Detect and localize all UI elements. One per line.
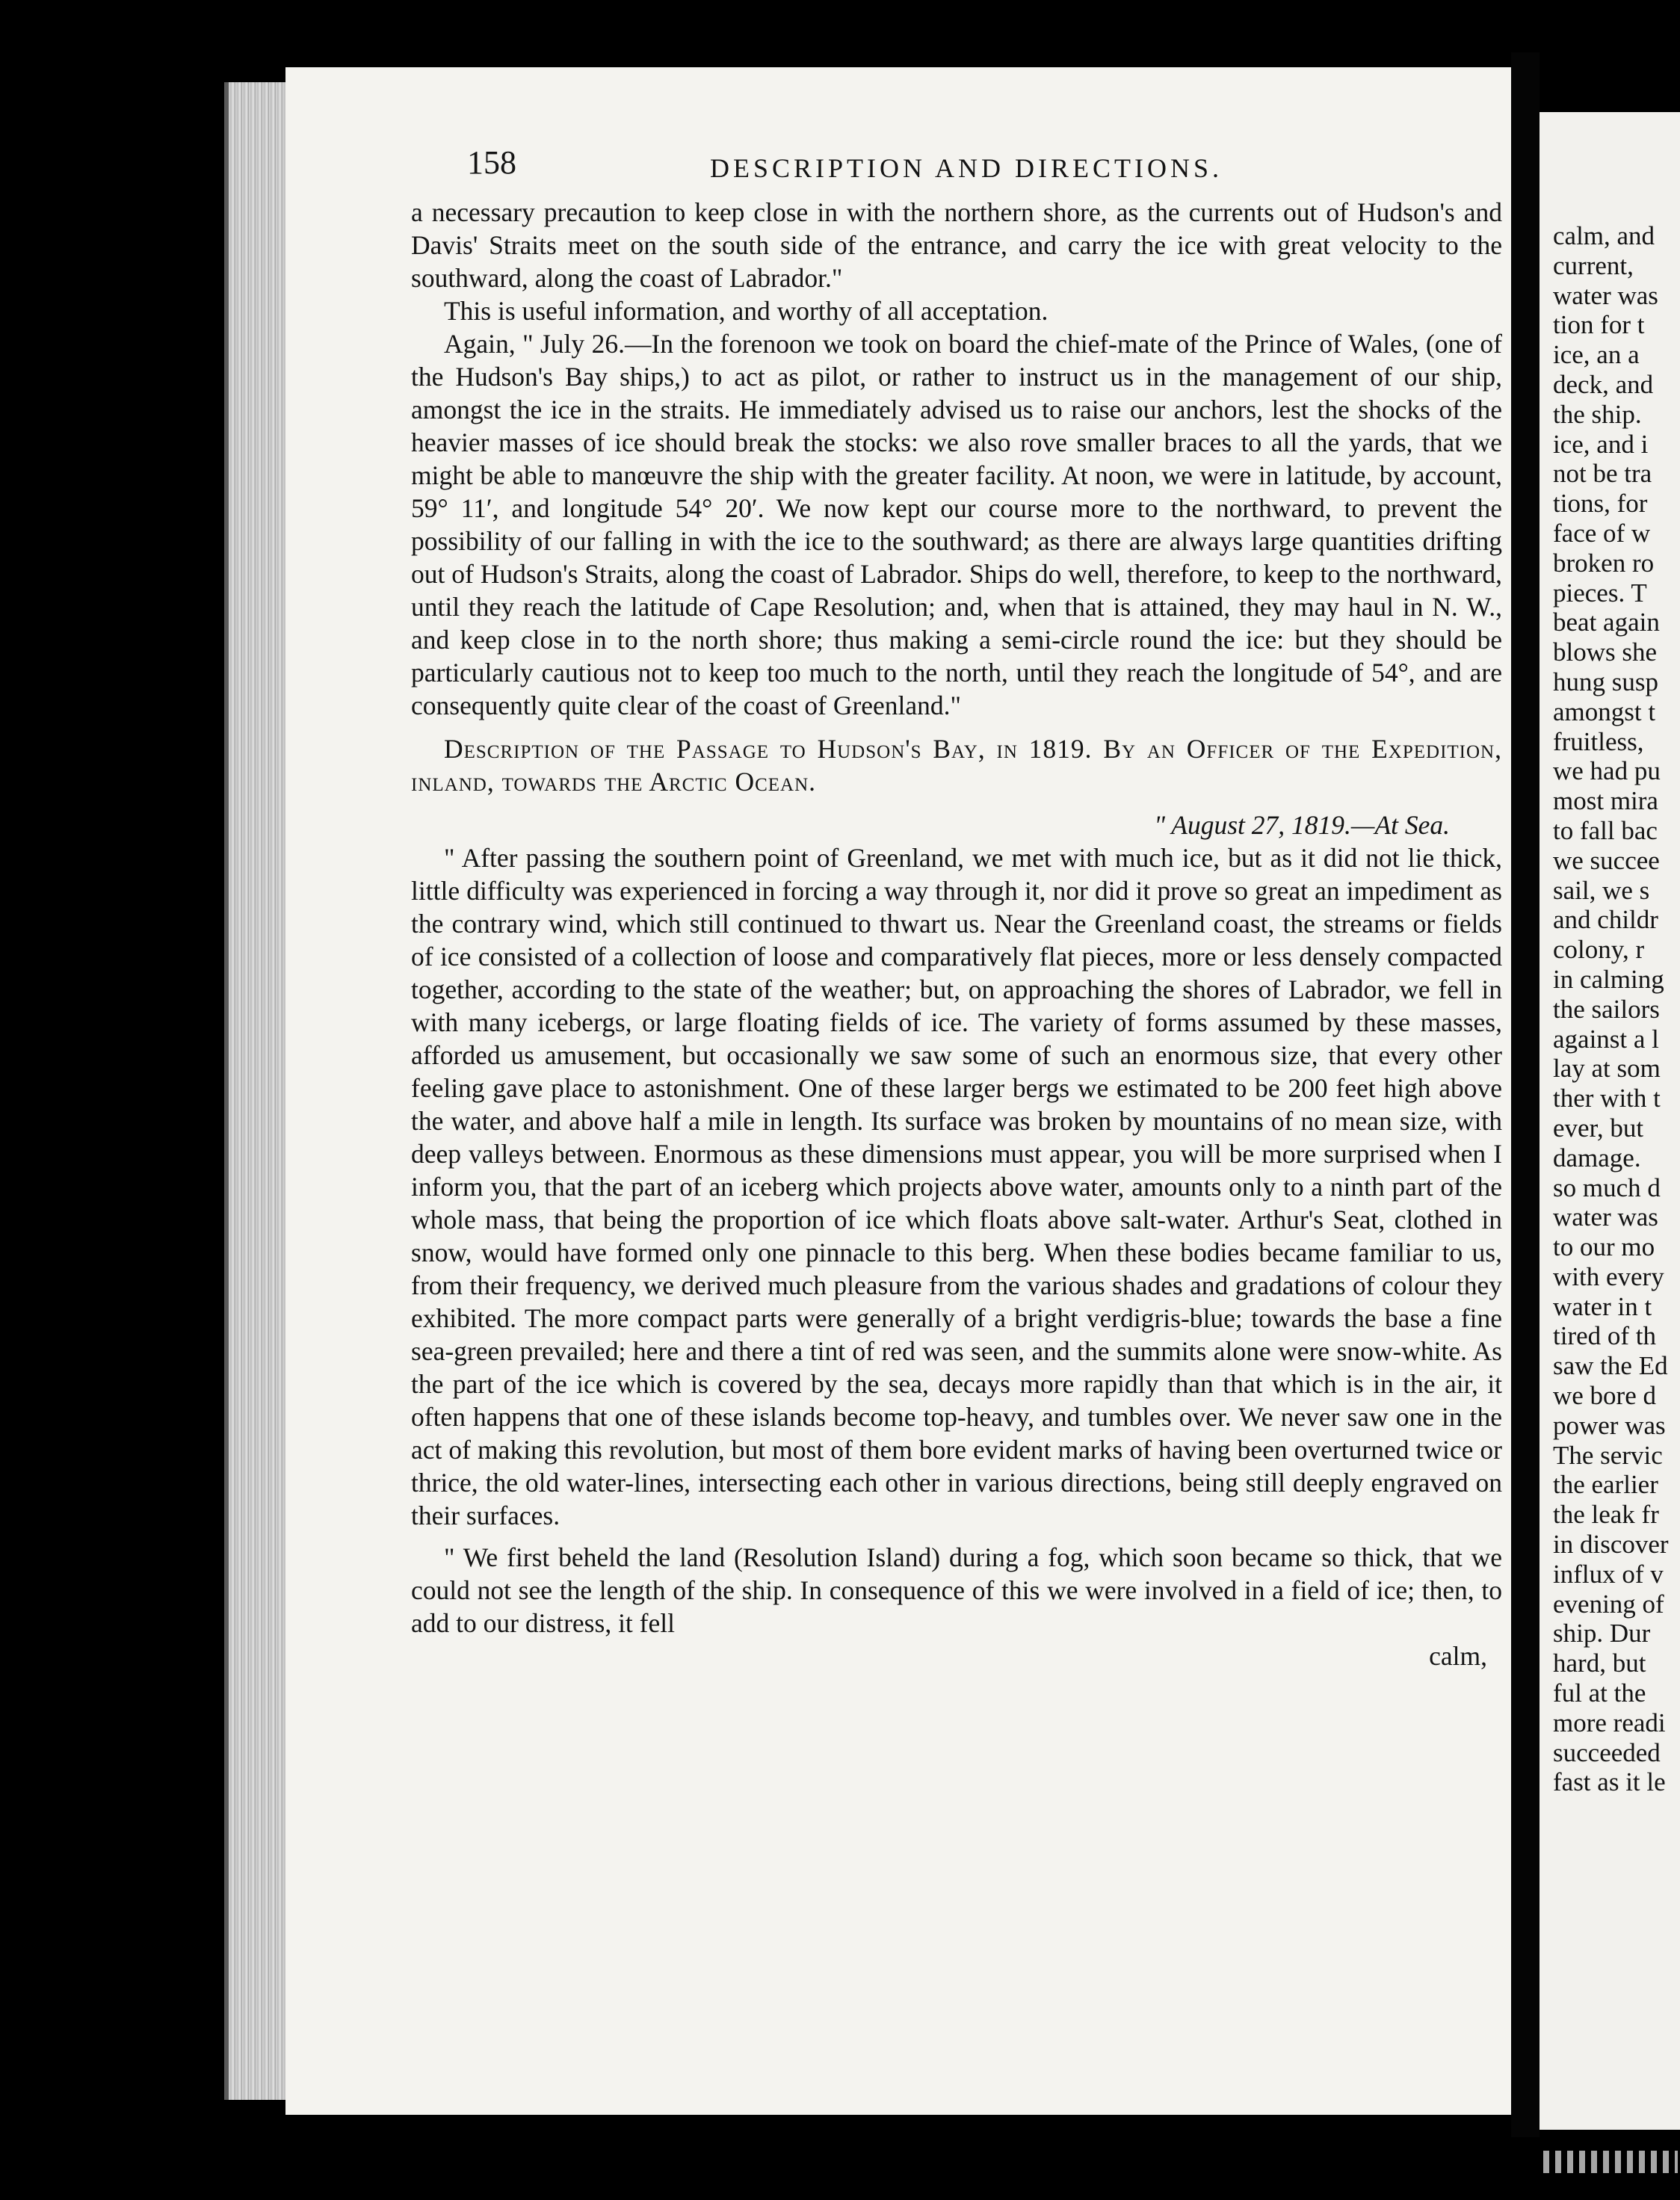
right-page-line: ship. Dur	[1553, 1619, 1651, 1649]
right-page-line: more readi	[1553, 1708, 1666, 1737]
right-page-line: face of w	[1553, 518, 1651, 548]
right-page-line: ever, but	[1553, 1113, 1644, 1143]
right-page-line: to our mo	[1553, 1232, 1655, 1262]
right-page-line: so much d	[1553, 1172, 1661, 1202]
right-page-line: lay at som	[1553, 1054, 1661, 1084]
right-page-line: sail, we s	[1553, 875, 1650, 905]
right-page-line: tired of th	[1553, 1321, 1657, 1351]
right-page-line: amongst t	[1553, 696, 1656, 726]
right-page-line: water was	[1553, 1202, 1658, 1232]
running-head: DESCRIPTION AND DIRECTIONS.	[710, 153, 1223, 183]
right-page-text	[1553, 221, 1680, 1797]
left-page-text	[411, 196, 1502, 1672]
right-page-line: we had pu	[1553, 756, 1661, 786]
right-page-line: water was	[1553, 280, 1658, 310]
paragraph-icebergs: " After passing the southern point of Greenland, we met with much ice, but as it did not lie thick, little difficulty was experienced in forcing a way through it, nor did it prove so great an impediment as the contrary wind, which still continued to thwart us. Near the Greenland coast, the streams or fields of ice consisted of a collection of loose and comparatively flat pieces, more or less densely compacted together, according to the state of the weather; but, on approaching the shores of Labrador, we fell in with many icebergs, or large floating fields of ice. The variety of forms assumed by these masses, afforded us amusement, but occasionally we saw some of such an enormous size, that every other feeling gave place to astonishment. One of these larger bergs we estimated to be 200 feet high above the water, and above half a mile in length. Its surface was broken by mountains of no mean size, with deep valleys between. Enormous as these dimensions must appear, you will be more surprised when I inform you, that the part of an iceberg which projects above water, amounts only to a ninth part of the whole mass, that being the proportion of ice which floats above salt-water. Arthur's Seat, clothed in snow, would have formed only one pinnacle to this berg. When these bodies became familiar to us, from their frequency, we derived much pleasure from the various shades and gradations of colour they exhibited. The more compact parts were generally of a bright verdigris-blue; towards the base a fine sea-green prevailed; here and there a tint of red was seen, and the summits alone were snow-white. As the part of the ice which is covered by the sea, decays more rapidly than that which is in the air, it often happens that one of these islands become top-heavy, and tumbles over. We never saw one in the act of making this revolution, but most of them bore evident marks of having been overturned twice or thrice, the old water-lines, intersecting each other in various directions, being still deeply engraved on their surfaces.	[411, 843, 1502, 1530]
right-page-line: against a l	[1553, 1024, 1659, 1054]
dateline: " August 27, 1819.—At Sea.	[1154, 810, 1450, 840]
right-page-line: beat again	[1553, 608, 1660, 637]
right-page-line: and childr	[1553, 905, 1658, 935]
right-page-line: fast as it le	[1553, 1767, 1666, 1797]
page-gutter	[1511, 52, 1540, 2137]
right-page-line: the earlier	[1553, 1470, 1658, 1500]
bottom-binding-marks	[1543, 2151, 1678, 2173]
right-page-line: damage.	[1553, 1143, 1641, 1172]
right-page-line: hung susp	[1553, 667, 1658, 696]
right-page-line: the ship.	[1553, 399, 1642, 429]
right-page-line: in calming	[1553, 964, 1664, 994]
paragraph-continuation: a necessary precaution to keep close in with the northern shore, as the currents out of Hudson's and Davis' Straits meet on the south side of the entrance, and carry the ice with great velocity to the southward, along the coast of Labrador."	[411, 197, 1502, 293]
right-page-line: broken ro	[1553, 548, 1655, 578]
page-number: 158	[467, 144, 516, 181]
right-page-line: hard, but	[1553, 1649, 1646, 1678]
right-page-line: the sailors	[1553, 994, 1660, 1024]
right-page-line: ice, an a	[1553, 340, 1640, 370]
right-page-line: to fall bac	[1553, 815, 1658, 845]
right-page-line: tions, for	[1553, 489, 1648, 519]
right-page-line: calm, and	[1553, 221, 1655, 250]
right-page-line: deck, and	[1553, 369, 1654, 399]
right-page-line: The servic	[1553, 1440, 1663, 1470]
right-page-line: with every	[1553, 1261, 1664, 1291]
right-page-line: blows she	[1553, 637, 1658, 667]
right-page-line: saw the Ed	[1553, 1351, 1668, 1381]
right-page-line: we succee	[1553, 845, 1660, 875]
paragraph-resolution-island: " We first beheld the land (Resolution Island) during a fog, which soon became so thick, that we could not see the length of the ship. In consequence of this we were involved in a field of ice; then, to add to our distress, it fell	[411, 1542, 1502, 1638]
paragraph-july-26: Again, " July 26.—In the forenoon we took on board the chief-mate of the Prince of Wales, (one of the Hudson's Bay ships,) to act as pilot, or rather to instruct us in the management of our ship, amongst the ice in the straits. He immediately advised us to raise our anchors, lest the shocks of the heavier masses of ice should break the stocks: we also rove smaller braces to all the yards, that we might be able to manœuvre the ship with the greater facility. At noon, we were in latitude, by account, 59° 11′, and longitude 54° 20′. We now kept our course more to the northward, to prevent the possibility of our falling in with the ice to the southward; as there are always large quantities drifting out of Hudson's Straits, along the coast of Labrador. Ships do well, therefore, to keep to the northward, until they reach the latitude of Cape Resolution; and, when that is attained, they may haul in N. W., and keep close in to the north shore; thus making a semi-circle round the ice: but they should be particularly cautious not to keep too much to the north, until they reach the longitude of 54°, and are consequently quite clear of the coast of Greenland."	[411, 329, 1502, 720]
right-page-line: influx of v	[1553, 1559, 1664, 1589]
right-page-line: evening of	[1553, 1589, 1664, 1619]
right-page-line: current,	[1553, 250, 1634, 280]
right-page-line: fruitless,	[1553, 726, 1644, 756]
right-page	[1540, 112, 1680, 2130]
right-page-line: in discover	[1553, 1530, 1669, 1560]
right-page-line: succeeded	[1553, 1737, 1661, 1767]
right-page-line: pieces. T	[1553, 578, 1647, 608]
right-page-line: not be tra	[1553, 459, 1652, 489]
right-page-line: ther with t	[1553, 1084, 1661, 1113]
right-page-line: ful at the	[1553, 1678, 1646, 1708]
right-page-line: we bore d	[1553, 1381, 1657, 1411]
section-heading: Description of the Passage to Hudson's Bay, in 1819. By an Officer of the Expedition, inland, towards the Arctic Ocean.	[411, 734, 1502, 797]
right-page-line: water in t	[1553, 1291, 1652, 1321]
right-page-line: the leak fr	[1553, 1500, 1659, 1530]
right-page-line: colony, r	[1553, 935, 1645, 965]
header	[467, 143, 1498, 188]
right-page-line: tion for t	[1553, 310, 1645, 340]
paragraph-comment: This is useful information, and worthy of all acceptation.	[444, 296, 1049, 326]
right-page-line: power was	[1553, 1410, 1666, 1440]
right-page-line: most mira	[1553, 786, 1658, 816]
catchword: calm,	[1429, 1641, 1487, 1671]
book-page-edges	[224, 82, 290, 2100]
right-page-line: ice, and i	[1553, 429, 1649, 459]
